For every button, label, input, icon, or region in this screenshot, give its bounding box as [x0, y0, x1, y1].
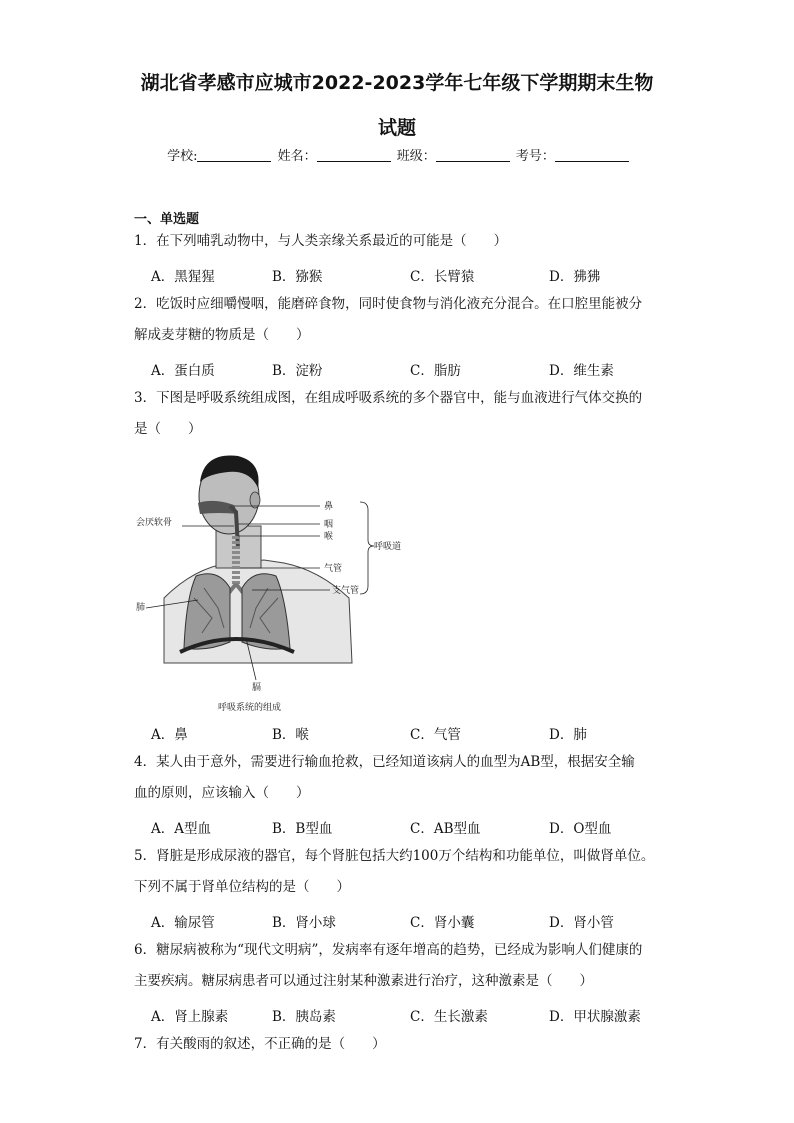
- q2-option-b: B．淀粉: [272, 363, 323, 379]
- q4-option-b: B．B型血: [272, 821, 333, 837]
- question-2-text-line2: 解成麦芽糖的物质是（ ）: [134, 327, 310, 343]
- q1-option-a: A．黑猩猩: [151, 269, 215, 285]
- label-trachea: 气管: [324, 564, 343, 574]
- label-bronchi: 支气管: [332, 586, 360, 596]
- figure-caption: 呼吸系统的组成: [218, 703, 282, 713]
- q6-option-b: B．胰岛素: [272, 1009, 336, 1025]
- respiratory-system-figure: [134, 448, 414, 718]
- student-info-row: [0, 145, 794, 164]
- school-blank: [197, 149, 271, 162]
- q5-option-a: A．输尿管: [151, 915, 215, 931]
- label-larynx: 喉: [324, 532, 334, 542]
- question-6-text-line1: 6．糖尿病被称为“现代文明病”，发病率有逐年增高的趋势，已经成为影响人们健康的: [134, 942, 643, 958]
- q5-option-d: D．肾小管: [549, 915, 614, 931]
- q1-option-b: B．猕猴: [272, 269, 323, 285]
- label-nose: 鼻: [324, 502, 334, 512]
- label-diaphragm: 膈: [252, 683, 262, 693]
- respiratory-diagram: [134, 448, 414, 718]
- q2-option-d: D．维生素: [549, 363, 614, 379]
- question-3-text-line2: 是（ ）: [134, 421, 202, 437]
- label-epiglottis: 会厌软骨: [136, 518, 173, 528]
- q5-option-b: B．肾小球: [272, 915, 336, 931]
- question-5-text-line1: 5．肾脏是形成尿液的器官，每个肾脏包括大约100万个结构和功能单位，叫做肾单位。: [134, 848, 655, 864]
- q6-option-a: A．肾上腺素: [151, 1009, 229, 1025]
- q6-option-c: C．生长激素: [410, 1009, 488, 1025]
- q1-option-c: C．长臂猿: [410, 269, 475, 285]
- q6-option-d: D．甲状腺激素: [549, 1009, 641, 1025]
- exam-title-line2: 试题: [377, 117, 416, 139]
- q4-option-c: C．AB型血: [410, 821, 481, 837]
- question-4-text-line2: 血的原则，应该输入（ ）: [134, 785, 310, 801]
- question-3-text-line1: 3．下图是呼吸系统组成图，在组成呼吸系统的多个器官中，能与血液进行气体交换的: [134, 390, 643, 406]
- q5-option-c: C．肾小囊: [410, 915, 475, 931]
- question-5-text-line2: 下列不属于肾单位结构的是（ ）: [134, 879, 350, 895]
- q1-option-d: D．狒狒: [549, 269, 601, 285]
- question-1-text: 1．在下列哺乳动物中，与人类亲缘关系最近的可能是（ ）: [134, 233, 508, 249]
- q2-option-c: C．脂肪: [410, 363, 461, 379]
- label-airway: 呼吸道: [374, 542, 402, 552]
- label-lung: 肺: [136, 603, 146, 613]
- exam-number-blank: [555, 149, 629, 162]
- school-label: 学校:: [167, 149, 198, 164]
- q3-option-b: B．喉: [272, 727, 309, 743]
- name-blank: [317, 149, 391, 162]
- q3-option-c: C．气管: [410, 727, 461, 743]
- class-label: 班级：: [396, 149, 436, 164]
- name-label: 姓名：: [277, 149, 317, 164]
- question-6-text-line2: 主要疾病。糖尿病患者可以通过注射某种激素进行治疗，这种激素是（ ）: [134, 973, 593, 989]
- q3-option-d: D．肺: [549, 727, 587, 743]
- exam-title-line1: 湖北省孝感市应城市2022-2023学年七年级下学期期末生物: [140, 72, 654, 94]
- label-pharynx: 咽: [324, 520, 334, 530]
- section-heading: 一、单选题: [134, 212, 200, 227]
- q4-option-d: D．O型血: [549, 821, 612, 837]
- exam-number-label: 考号：: [515, 149, 555, 164]
- question-4-text-line1: 4．某人由于意外，需要进行输血抢救，已经知道该病人的血型为AB型，根据安全输: [134, 754, 635, 770]
- question-7-text: 7．有关酸雨的叙述，不正确的是（ ）: [134, 1036, 386, 1052]
- q4-option-a: A．A型血: [151, 821, 211, 837]
- class-blank: [436, 149, 510, 162]
- q3-option-a: A．鼻: [151, 727, 188, 743]
- question-2-text-line1: 2．吃饭时应细嚼慢咽，能磨碎食物，同时使食物与消化液充分混合。在口腔里能被分: [134, 296, 643, 312]
- q2-option-a: A．蛋白质: [151, 363, 215, 379]
